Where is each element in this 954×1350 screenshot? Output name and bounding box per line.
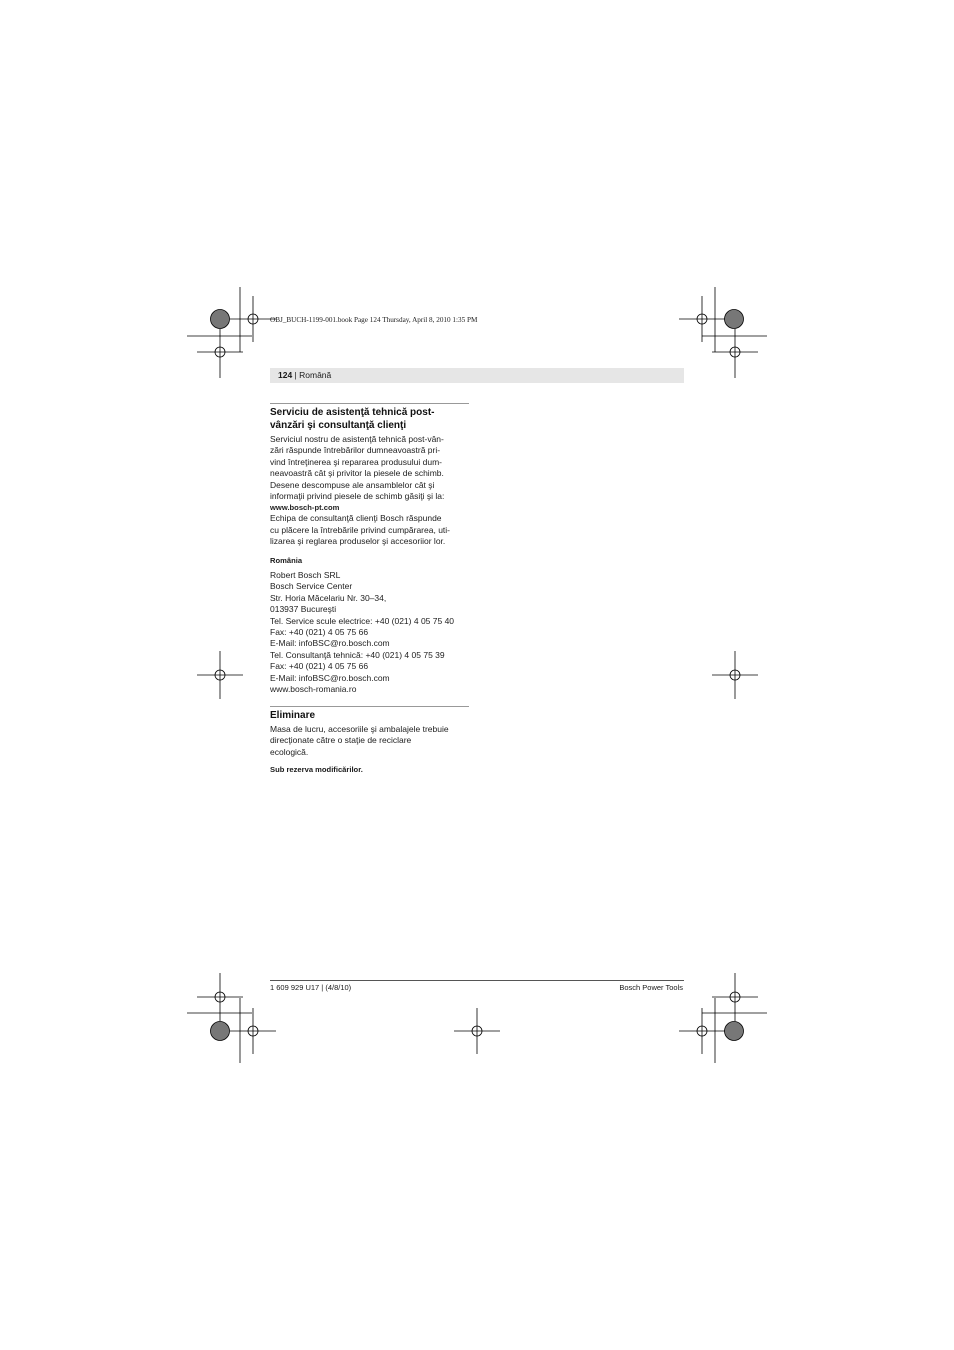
section-rule (270, 403, 469, 404)
header-separator: | (292, 370, 300, 380)
text-line: ecologică. (270, 746, 309, 757)
disposal-heading: Eliminare (270, 710, 316, 721)
text-line: neavoastră cât şi privitor la piesele de schimb. (270, 468, 444, 479)
text-line: cu plăcere la întrebările privind cumpărarea, uti- (270, 524, 451, 535)
text-line: direcţionate către o staţie de reciclare (270, 735, 412, 746)
address-line: 013937 Bucureşti (270, 604, 337, 615)
text-line: Masa de lucru, accesoriile şi ambalajele trebuie (270, 724, 449, 734)
page-number: 124 (278, 370, 293, 380)
text-line: lizarea şi reglarea produselor şi accesoriior lor. (270, 536, 446, 547)
text-line: vind întreţinerea şi repararea produsului dum- (270, 456, 442, 467)
service-heading-line: vânzări şi consultanţă clienţi (270, 420, 407, 431)
address-line: Bosch Service Center (270, 581, 353, 592)
website-link[interactable]: www.bosch-romania.ro (270, 684, 357, 695)
section-rule (270, 706, 469, 707)
text-line: Desene descompuse ale ansamblelor cât şi (270, 479, 435, 490)
country-label: România (270, 556, 303, 565)
text-line: Echipa de consultanţă clienţi Bosch răspunde (270, 513, 442, 524)
address-line: Tel. Consultanţă tehnică: +40 (021) 4 05 75 39 (270, 649, 445, 660)
service-heading-line: Serviciu de asistenţă tehnică post- (270, 407, 435, 418)
text-line: Serviciul nostru de asistenţă tehnică post-vân- (270, 434, 444, 444)
address-block (270, 570, 469, 695)
address-line: Tel. Service scule electrice: +40 (021) 4 05 75 40 (270, 615, 455, 626)
address-line: Fax: +40 (021) 4 05 75 66 (270, 627, 369, 638)
email-link[interactable]: E-Mail: infoBSC@ro.bosch.com (270, 638, 390, 649)
service-paragraph (270, 434, 469, 548)
modification-note: Sub rezerva modificărilor. (270, 765, 363, 774)
bosch-pt-link[interactable]: www.bosch-pt.com (270, 503, 340, 513)
text-line: informaţii privind piesele de schimb găsiţi şi la: (270, 491, 445, 502)
disposal-paragraph (270, 724, 469, 758)
text-line: zări răspunde întrebărilor dumneavoastră pri- (270, 445, 441, 456)
address-line: Robert Bosch SRL (270, 570, 341, 580)
address-line: Fax: +40 (021) 4 05 75 66 (270, 661, 369, 672)
footer-rule (270, 980, 684, 981)
header-language: Română (299, 370, 332, 380)
page-header (270, 368, 684, 383)
service-heading (270, 406, 469, 432)
footer-brand: Bosch Power Tools (619, 983, 683, 992)
print-info-line: OBJ_BUCH-1199-001.book Page 124 Thursday, April 8, 2010 1:35 PM (270, 316, 478, 324)
email-link[interactable]: E-Mail: infoBSC@ro.bosch.com (270, 672, 390, 683)
footer-doc-code: 1 609 929 U17 | (4/8/10) (270, 983, 352, 992)
address-line: Str. Horia Măcelariu Nr. 30–34, (270, 592, 387, 603)
